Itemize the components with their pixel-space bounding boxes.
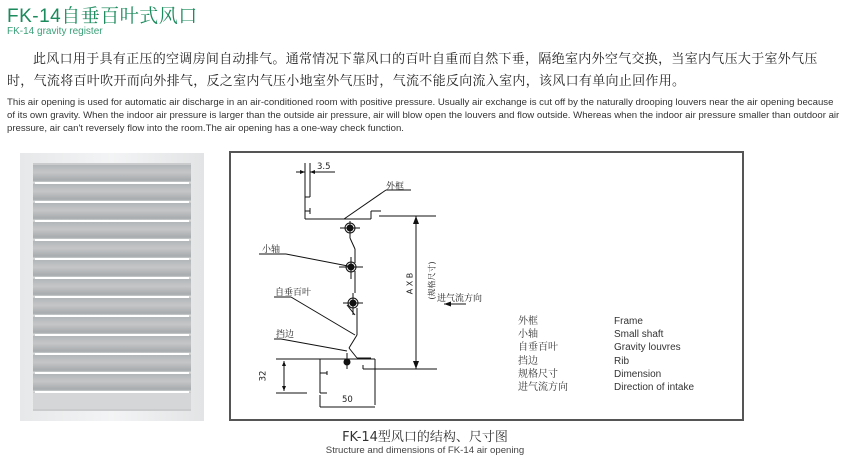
dim-thickness: 3.5 [317, 162, 331, 172]
legend-row [518, 381, 694, 394]
legend-row [518, 328, 694, 341]
description-chinese: 此风口用于具有正压的空调房间自动排气。通常情况下靠风口的百叶自重而自然下垂，隔绝室内外空气交换，当室内气压大于室外气压时，气流将百叶吹开而向外排气，反之室内气压小地室外气压时，气流不能反向流入室内，该风口有单向止回作用。 [7, 52, 818, 89]
page-title: FK-14自垂百叶式风口 [7, 6, 198, 27]
legend-en: Gravity louvres [614, 342, 681, 354]
legend-en: Frame [614, 316, 643, 327]
louver-grille [33, 163, 191, 411]
louver [33, 374, 191, 392]
label-frame: 外框 [386, 182, 405, 192]
legend-en: Small shaft [614, 329, 664, 341]
label-shaft: 小轴 [262, 245, 281, 255]
legend-en: Rib [614, 355, 630, 367]
figure-caption-chinese: FK-14型风口的结构、尺寸图 [342, 430, 508, 445]
legend-row [518, 315, 694, 328]
label-intake: 进气流方向 [437, 294, 483, 304]
dim-height: 32 [258, 370, 269, 382]
louver [33, 260, 191, 278]
louver [33, 203, 191, 221]
louver [33, 279, 191, 297]
legend-en: Direction of intake [614, 382, 695, 394]
louver [33, 355, 191, 373]
legend-cn: 挡边 [518, 355, 538, 367]
legend-cn: 小轴 [518, 329, 538, 341]
louver [33, 184, 191, 202]
label-louvre: 自垂百叶 [275, 288, 312, 298]
legend-row [518, 341, 694, 354]
legend-cn: 外框 [518, 316, 538, 327]
louver [33, 317, 191, 335]
legend-row [518, 368, 694, 381]
dim-width: 50 [342, 395, 353, 405]
louver [33, 298, 191, 316]
figure-caption-english: Structure and dimensions of FK-14 air opening [325, 445, 525, 456]
diagram-legend [518, 315, 694, 394]
legend-cn: 规格尺寸 [518, 368, 558, 380]
dim-size-ab: A X B [405, 272, 415, 295]
legend-row [518, 355, 694, 368]
louver [33, 336, 191, 354]
legend-cn: 进气流方向 [518, 382, 568, 394]
louver [33, 165, 191, 183]
louver [33, 222, 191, 240]
page-subtitle: FK-14 gravity register [7, 26, 103, 37]
legend-en: Dimension [614, 368, 662, 380]
description-english: This air opening is used for automatic air discharge in an air-conditioned room with positive pressure. Usually air exchange is cut off by the naturally drooping louvers near the air opening because of its own gravity. When the indoor air pressure is larger than the outside air pressure, air will blow open the louvers and flow outside. Whereas when the indoor air pressure smaller than outdoor air pressure, air can't reversely flow into the room.The air opening has a one-way check function. [7, 97, 840, 134]
label-rib: 挡边 [276, 330, 295, 340]
louver [33, 241, 191, 259]
product-photo [20, 153, 204, 421]
dim-size-note: (规格尺寸) [427, 261, 437, 300]
louver [33, 393, 191, 409]
legend-cn: 自垂百叶 [518, 342, 558, 354]
